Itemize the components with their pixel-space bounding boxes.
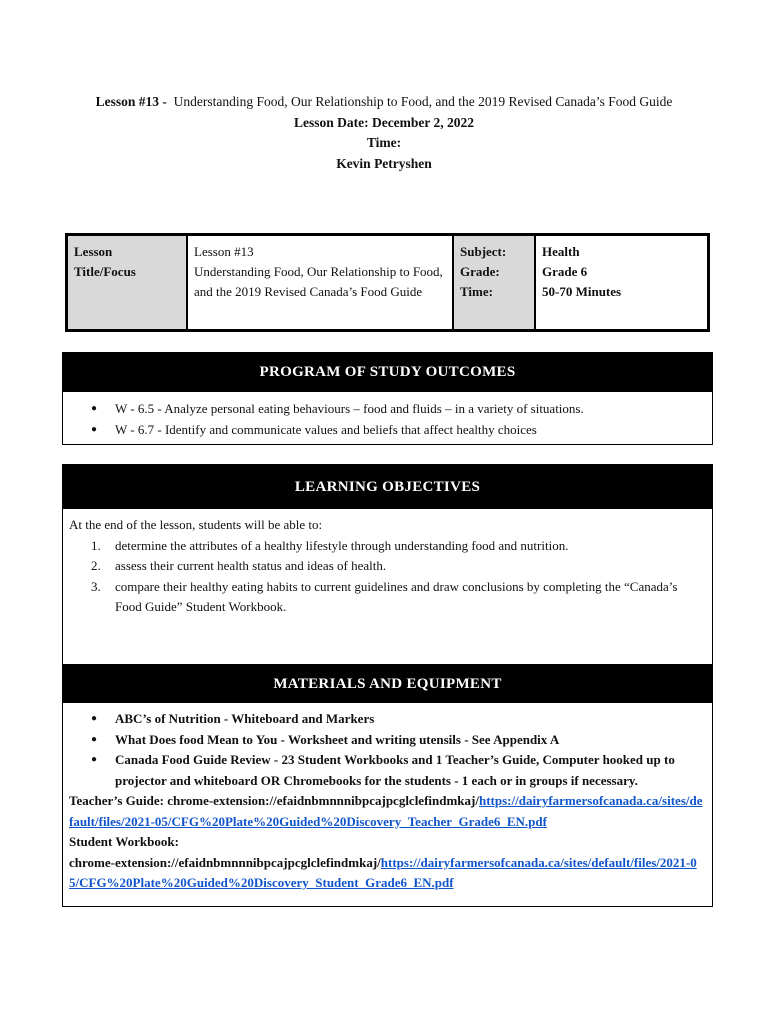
- lesson-time-label: Time:: [366, 135, 402, 150]
- title-label-line-1: Lesson: [74, 244, 113, 259]
- student-workbook-label: Student Workbook:: [69, 834, 179, 849]
- title-focus-label-cell: [67, 235, 188, 331]
- meta-value-cell: [535, 235, 709, 331]
- list-number: 1.: [91, 537, 101, 553]
- lesson-date-line: [0, 113, 768, 134]
- objectives-list: [63, 536, 712, 618]
- lesson-title: Understanding Food, Our Relationship to Food, and the 2019 Revised Canada’s Food Guide: [173, 94, 673, 109]
- outcomes-list: [63, 392, 712, 440]
- list-number: 3.: [91, 578, 101, 594]
- list-text: assess their current health status and ideas of health.: [115, 558, 387, 573]
- lesson-date-label: Lesson Date:: [293, 114, 369, 130]
- teacher-guide-line: [63, 791, 712, 832]
- student-workbook-link[interactable]: https://dairyfarmersofcanada.ca/sites/default/files/2021-05/CFG%20Plate%20Guided%20Discovery_Student_Grade6_EN.pdf: [69, 854, 697, 890]
- grade-label: Grade:: [460, 264, 500, 279]
- subject-value: Health: [542, 244, 580, 259]
- time-label: Time:: [460, 284, 493, 299]
- materials-section: [62, 664, 713, 907]
- lesson-info-table: [65, 233, 710, 332]
- teacher-guide-label: Teacher’s Guide: chrome-extension://efaidnbmnnnibpcajpcglclefindmkaj/: [69, 793, 479, 808]
- title-label-line-2: Title/Focus: [74, 264, 136, 279]
- list-item: ● Canada Food Guide Review - 23 Student Workbooks and 1 Teacher’s Guide, Computer hooked up to projector and whiteboard OR Chromebooks for the students - 1 each or in groups if necessary.: [63, 750, 712, 791]
- author-name: Kevin Petryshen: [336, 155, 432, 171]
- objectives-intro: At the end of the lesson, students will be able to:: [69, 517, 323, 532]
- lesson-number-value: Lesson #13: [194, 244, 254, 259]
- list-item: [63, 536, 712, 557]
- meta-label-cell: [453, 235, 535, 331]
- student-workbook-prefix: chrome-extension://efaidnbmnnnibpcajpcglclefindmkaj/: [69, 854, 381, 870]
- materials-heading: MATERIALS AND EQUIPMENT: [63, 665, 712, 703]
- lesson-header: [0, 92, 768, 174]
- list-text: determine the attributes of a healthy lifestyle through understanding food and nutrition.: [115, 537, 569, 553]
- student-workbook-line: [63, 853, 712, 894]
- list-text: compare their healthy eating habits to current guidelines and draw conclusions by completing the “Canada’s Food Guide” Student Workbook.: [115, 578, 678, 614]
- teacher-guide-link[interactable]: https://dairyfarmersofcanada.ca/sites/default/files/2021-05/CFG%20Plate%20Guided%20Discovery_Teacher_Grade6_EN.pdf: [69, 793, 703, 829]
- list-item: [63, 577, 712, 618]
- list-number: 2.: [91, 558, 101, 573]
- grade-value: Grade 6: [542, 264, 588, 279]
- subject-label: Subject:: [460, 244, 507, 259]
- title-focus-value-cell: [187, 235, 453, 331]
- outcomes-section: [62, 352, 713, 445]
- list-item: ● What Does food Mean to You - Worksheet and writing utensils - See Appendix A: [63, 730, 712, 751]
- header-title-line-1: [0, 92, 768, 113]
- objectives-heading: LEARNING OBJECTIVES: [63, 465, 712, 509]
- author-line: [0, 154, 768, 175]
- lesson-focus-value: Understanding Food, Our Relationship to Food, and the 2019 Revised Canada’s Food Guide: [194, 264, 443, 299]
- list-item: ● W - 6.7 - Identify and communicate values and beliefs that affect healthy choices: [63, 420, 712, 441]
- list-item: ● W - 6.5 - Analyze personal eating behaviours – food and fluids – in a variety of situations.: [63, 399, 712, 420]
- materials-list: [63, 703, 712, 791]
- lesson-number-label: Lesson #13 -: [95, 94, 167, 109]
- objectives-section: [62, 464, 713, 665]
- lesson-date-value: December 2, 2022: [371, 114, 475, 130]
- list-item: ● ABC’s of Nutrition - Whiteboard and Markers: [63, 709, 712, 730]
- lesson-time-line: [0, 133, 768, 154]
- list-item: [63, 556, 712, 577]
- time-value: 50-70 Minutes: [542, 284, 622, 299]
- outcomes-heading: PROGRAM OF STUDY OUTCOMES: [63, 353, 712, 392]
